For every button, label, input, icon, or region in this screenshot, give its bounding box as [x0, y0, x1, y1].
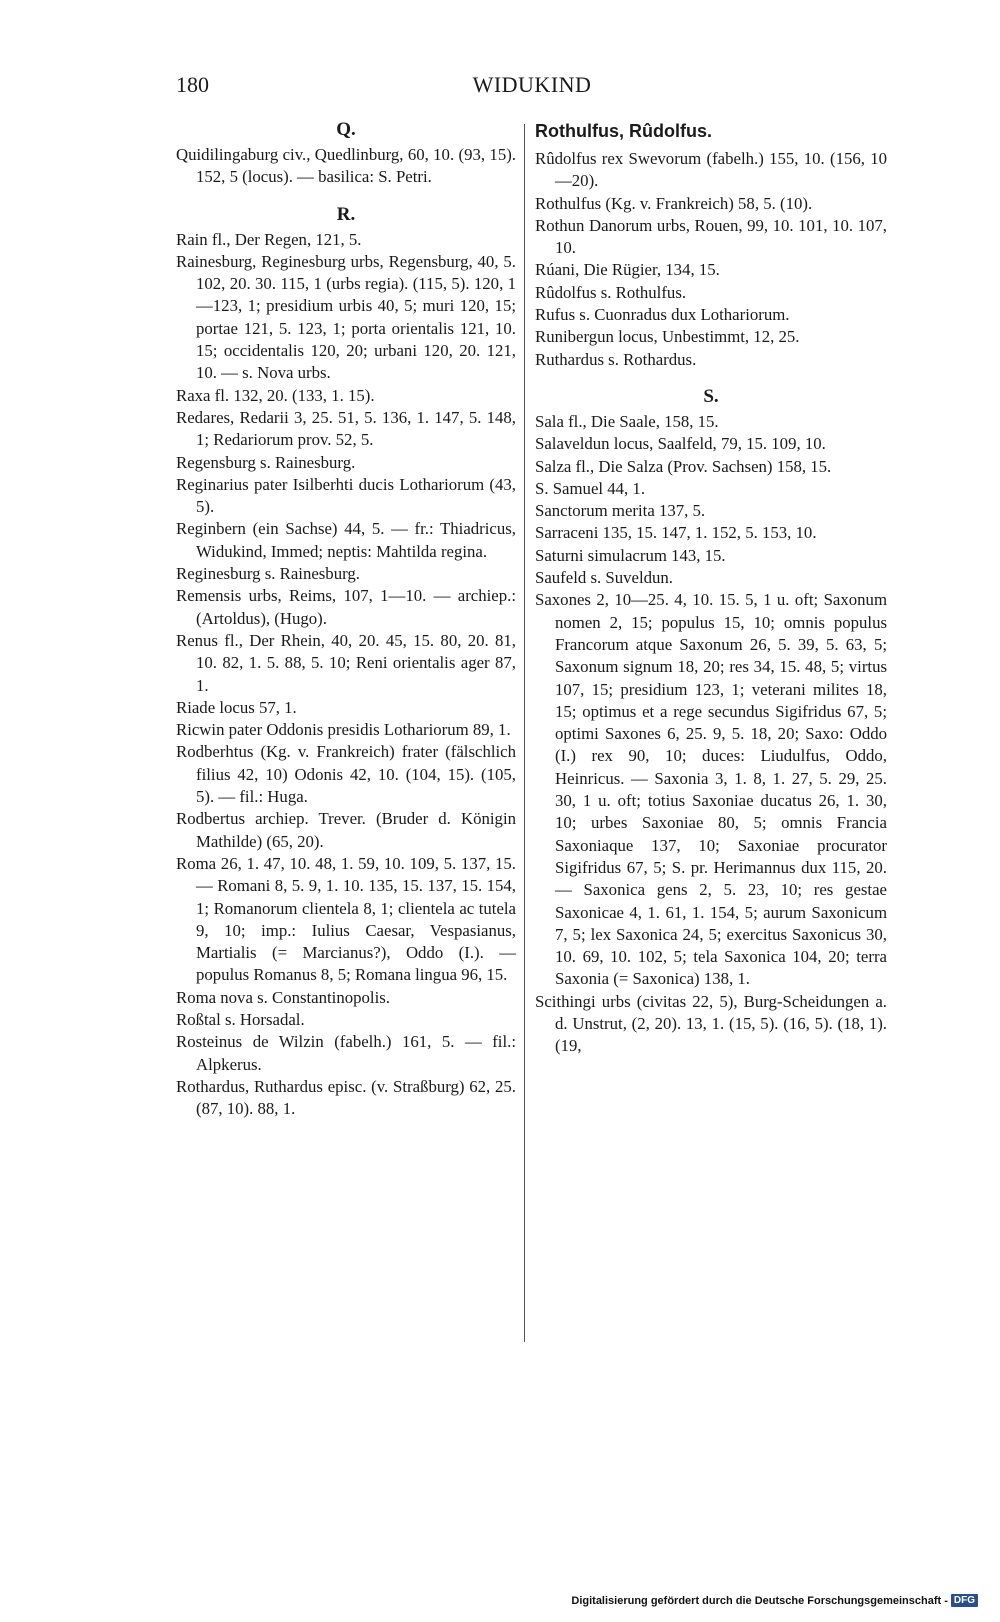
- index-entry: Rûdolfus s. Rothulfus.: [535, 282, 687, 302]
- index-entry: Regensburg s. Rainesburg.: [176, 452, 356, 472]
- index-entry: Ruthardus s. Rothardus.: [535, 349, 697, 369]
- index-entry: Rothardus, Ruthardus episc. (v. Straßburg) 62, 25. (87, 10). 88, 1.: [176, 1076, 516, 1119]
- index-entry: Saufeld s. Suveldun.: [535, 568, 673, 588]
- index-entry: Raxa fl. 132, 20. (133, 1. 15).: [176, 385, 375, 405]
- page-number: 180: [176, 72, 209, 97]
- index-entry: Remensis urbs, Reims, 107, 1—10. — archiep.: (Artoldus), (Hugo).: [176, 586, 516, 628]
- section-heading-q: Q.: [336, 119, 356, 140]
- index-entry: Rosteinus de Wilzin (fabelh.) 161, 5. — fil.: Alpkerus.: [176, 1032, 516, 1074]
- index-entry: Rufus s. Cuonradus dux Lothariorum.: [535, 305, 790, 325]
- index-entry: Reginbern (ein Sachse) 44, 5. — fr.: Thiadricus, Widukind, Immed; neptis: Mahtilda regina.: [176, 519, 516, 561]
- index-entry: Rodberhtus (Kg. v. Frankreich) frater (fälschlich filius 42, 10) Odonis 42, 10. (104, 15). (105, 5). — fil.: Huga.: [176, 742, 516, 807]
- entry-list-s: [535, 411, 887, 1058]
- index-entry: Rothulfus (Kg. v. Frankreich) 58, 5. (10).: [535, 193, 813, 213]
- right-column: [535, 118, 887, 1058]
- entry-list-r: [176, 229, 516, 1121]
- index-entry: Rainesburg, Reginesburg urbs, Regensburg, 40, 5. 102, 20. 30. 115, 1 (urbs regia). (115, 5). 120, 1—123, 1; presidium urbis 40, 5; muri 120, 15; portae 121, 5. 123, 1; porta orientalis 121, 10. 15; occidentalis 120, 20; urbani 120, 20. 121, 10. — s. Nova urbs.: [176, 251, 516, 383]
- index-entry: Sarraceni 135, 15. 147, 1. 152, 5. 153, 10.: [535, 523, 817, 543]
- index-entry: Sala fl., Die Saale, 158, 15.: [535, 411, 719, 431]
- index-entry: Roma nova s. Constantinopolis.: [176, 987, 390, 1007]
- dfg-logo: DFG: [951, 1594, 978, 1607]
- section-heading-r: R.: [336, 203, 356, 225]
- page-header: [176, 72, 888, 102]
- left-column: [176, 118, 516, 1120]
- index-entry: Rothun Danorum urbs, Rouen, 99, 10. 101, 10. 107, 10.: [535, 215, 887, 258]
- index-entry: Saxones 2, 10—25. 4, 10. 15. 5, 1 u. oft; Saxonum nomen 2, 15; populus 15, 10; omnis populus Francorum atque Saxonum 26, 5. 39, 5. 63, 5; Saxonum signum 18, 20; res 34, 15. 48, 5; virtus 107, 15; presidium 123, 1; veterani milites 18, 15; optimus et a rege secundus Sigifridus 67, 5; optimi Saxones 6, 25. 9, 5. 18, 20; Saxo: Oddo (I.) rex 90, 10; duces: Liudulfus, Oddo, Heinricus. — Saxonia 3, 1. 8, 1. 27, 5. 29, 25. 30, 1 u. oft; totius Saxoniae ducatus 26, 1. 30, 10; urbes Saxoniae 80, 5; omnis Francia Saxoniaque 137, 10; Saxoniae procurator Sigifridus 67, 5; S. pr. Herimannus dux 115, 20. — Saxonica gens 2, 5. 23, 10; res gestae Saxonicae 4, 1. 61, 1. 154, 5; aurum Saxonicum 7, 5; lex Saxonica 24, 5; exercitus Saxonicus 30, 10. 69, 10. 102, 5; tela Saxonica 104, 20; terra Saxonia (= Saxonica) 138, 1.: [535, 590, 887, 989]
- entry-list-q: [176, 144, 516, 189]
- index-entry: Redares, Redarii 3, 25. 51, 5. 136, 1. 147, 5. 148, 1; Redariorum prov. 52, 5.: [176, 407, 516, 450]
- section-heading-rothulfus: Rothulfus, Rûdolfus.: [535, 121, 712, 141]
- index-entry: S. Samuel 44, 1.: [535, 478, 646, 498]
- index-entry: Reginarius pater Isilberhti ducis Lothariorum (43, 5).: [176, 474, 516, 517]
- column-divider: [524, 124, 525, 1342]
- index-entry: Rain fl., Der Regen, 121, 5.: [176, 229, 362, 249]
- index-entry: Scithingi urbs (civitas 22, 5), Burg-Scheidungen a. d. Unstrut, (2, 20). 13, 1. (15, 5). (16, 5). (18, 1). (19,: [535, 991, 887, 1056]
- index-entry: Sanctorum merita 137, 5.: [535, 501, 706, 521]
- index-entry: Rûdolfus rex Swevorum (fabelh.) 155, 10. (156, 10—20).: [535, 149, 887, 191]
- index-entry: Salaveldun locus, Saalfeld, 79, 15. 109, 10.: [535, 434, 826, 454]
- credit-text: Digitalisierung gefördert durch die Deutsche Forschungsgemeinschaft -: [571, 1594, 948, 1607]
- index-entry: Roma 26, 1. 47, 10. 48, 1. 59, 10. 109, 5. 137, 15. — Romani 8, 5. 9, 1. 10. 135, 15. 137, 15. 154, 1; Romanorum clientela 8, 1; clientela ac tutela 9, 10; imp.: Iulius Caesar, Vespasianus, Martialis (= Marcianus?), Oddo (I.). — populus Romanus 8, 5; Romana lingua 96, 15.: [176, 853, 516, 985]
- running-title: WIDUKIND: [472, 72, 592, 97]
- index-entry: Roßtal s. Horsadal.: [176, 1009, 305, 1029]
- index-entry: Rodbertus archiep. Trever. (Bruder d. Königin Mathilde) (65, 20).: [176, 809, 516, 851]
- index-entry: Quidilingaburg civ., Quedlinburg, 60, 10. (93, 15). 152, 5 (locus). — basilica: S. Petri.: [176, 145, 516, 187]
- index-entry: Runibergun locus, Unbestimmt, 12, 25.: [535, 327, 800, 347]
- entry-list-rothulfus: [535, 148, 887, 371]
- index-entry: Saturni simulacrum 143, 15.: [535, 545, 726, 565]
- index-entry: Riade locus 57, 1.: [176, 697, 297, 717]
- index-entry: Salza fl., Die Salza (Prov. Sachsen) 158, 15.: [535, 456, 832, 476]
- index-entry: Reginesburg s. Rainesburg.: [176, 564, 360, 584]
- index-entry: Ricwin pater Oddonis presidis Lothariorum 89, 1.: [176, 720, 511, 740]
- index-entry: Rúani, Die Rügier, 134, 15.: [535, 260, 720, 280]
- index-entry: Renus fl., Der Rhein, 40, 20. 45, 15. 80, 20. 81, 10. 82, 1. 5. 88, 5. 10; Reni orientalis ager 87, 1.: [176, 630, 516, 695]
- digitization-credit: [571, 1594, 978, 1607]
- section-heading-s: S.: [703, 385, 719, 407]
